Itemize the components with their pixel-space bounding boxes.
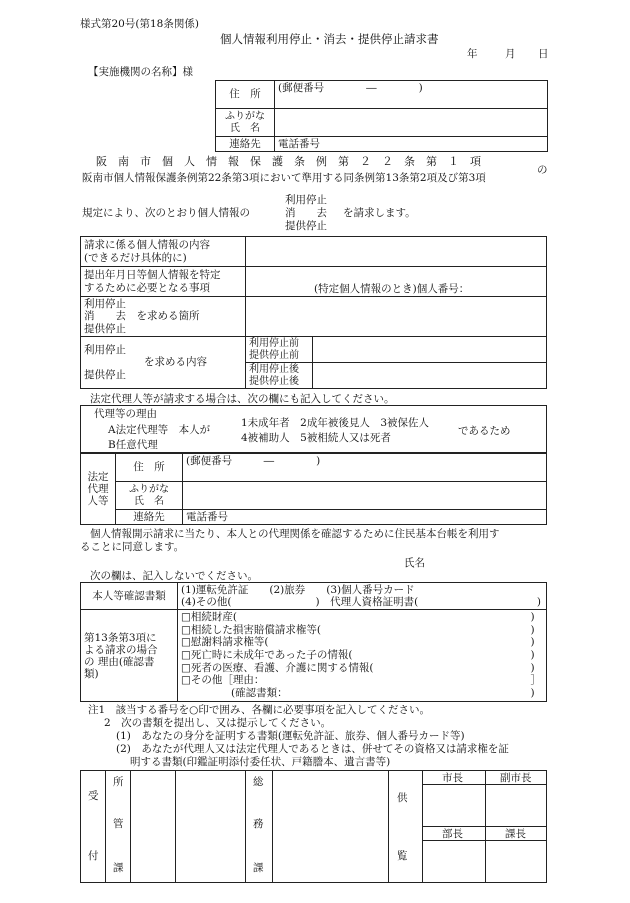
paren: )	[530, 623, 535, 636]
before-label-1: 利用停止前	[249, 338, 299, 349]
request-table	[80, 236, 547, 389]
paren: )	[530, 611, 535, 624]
name-label	[216, 109, 275, 137]
form-title: 個人情報利用停止・消去・提供停止請求書	[220, 32, 439, 46]
agent-name-label	[116, 482, 183, 510]
agent-side-3: 人等	[87, 495, 109, 508]
reason-list	[178, 610, 547, 702]
info-content-field[interactable]	[246, 237, 547, 267]
statement-line-1: 阪 南 市 個 人 情 報 保 護 条 例 第 ２ ２ 条 第 １ 項	[96, 155, 481, 168]
stamp-uke: 受	[88, 790, 99, 802]
stamp-ka: 課	[113, 862, 124, 874]
agent-option-b[interactable]: B任意代理	[108, 439, 158, 451]
reason-item: □死亡時に未成年であった子の情報(	[181, 648, 353, 661]
divider	[245, 770, 246, 883]
note-5: 明する書類(印鑑証明添付委任状、戸籍謄本、遺言書等)	[130, 756, 391, 768]
after-field[interactable]	[313, 363, 547, 389]
divider	[130, 770, 131, 883]
divider	[388, 770, 389, 883]
contact-label: 連絡先	[216, 137, 275, 152]
note-1: 注1 該当する番号を○印で囲み、各欄に必要事項を記入してください。	[88, 704, 430, 716]
my-number-field[interactable]: (特定個人情報のとき)個人番号：	[246, 267, 547, 297]
option-usage-stop[interactable]: 利用停止	[285, 194, 327, 206]
date-year: 年	[467, 48, 478, 60]
statement-pre: 規定により、次のとおり個人情報の	[82, 207, 250, 219]
stamp-mu: 務	[253, 818, 264, 830]
name-field[interactable]	[275, 109, 548, 137]
before-label-2: 提供停止前	[249, 349, 299, 361]
reason-item: □相続した損害賠償請求権等(	[181, 623, 322, 636]
divider	[272, 770, 273, 883]
address-label: 住 所	[216, 81, 275, 109]
postal-code: (郵便番号 ― )	[278, 82, 423, 94]
agent-name-text: 氏 名	[134, 495, 164, 507]
reason-item: (確認書類：	[231, 686, 288, 699]
form-number: 様式第20号(第18条関係)	[80, 18, 199, 30]
agent-furigana: ふりがな	[129, 484, 169, 495]
divider	[105, 770, 106, 883]
stamp-ran: 覧	[397, 850, 408, 862]
stamp-tsuke: 付	[88, 850, 99, 862]
location-label-3: 提供停止	[84, 322, 126, 335]
stamp-dept-head: 部長	[442, 828, 463, 840]
agent-contact-label: 連絡先	[116, 510, 183, 525]
address-field[interactable]	[275, 81, 548, 109]
agent-address-field[interactable]	[183, 454, 547, 482]
location-label-2: 消 去 を求める箇所	[84, 310, 200, 323]
divider	[422, 826, 547, 827]
divider	[422, 840, 547, 841]
reception-box	[80, 770, 176, 883]
reason-label-3: の 理由(確認書	[84, 655, 155, 668]
reason-label-2: よる請求の場合	[84, 643, 158, 656]
statement-line-2: 阪南市個人情報保護条例第22条第3項において準用する同条例第13条第2項及び第3項	[82, 172, 486, 184]
date-day: 日	[538, 48, 549, 60]
agent-note: 法定代理人等が請求する場合は、次の欄にも記入してください。	[90, 393, 395, 405]
content-label-3: 提供停止	[84, 368, 126, 381]
before-field[interactable]	[313, 337, 547, 363]
reason-parens	[531, 611, 542, 699]
agent-side-2: 代理	[87, 483, 109, 495]
after-label	[246, 363, 313, 389]
date-month: 月	[505, 48, 516, 60]
statement-no: の	[537, 164, 548, 176]
id-doc-label: 本人等確認書類	[81, 583, 178, 610]
agent-opts-row2[interactable]: 4被補助人 5被相続人又は死者	[241, 432, 391, 444]
location-label	[81, 297, 246, 337]
agent-side-label	[81, 454, 116, 525]
location-label-1: 利用停止	[84, 298, 126, 311]
note-4: (2) あなたが代理人又は法定代理人であるときは、併せてその資格又は請求権を証	[116, 743, 509, 755]
option-erase[interactable]: 消 去	[285, 207, 327, 219]
stamp-vice-mayor: 副市長	[500, 772, 532, 784]
name-label-text: 氏 名	[230, 122, 260, 134]
id-doc-row1: (1)運転免許証 (2)旅券 (3)個人番号カード	[181, 584, 415, 596]
paren: )	[530, 661, 535, 674]
reason-item: □死者の医療、看護、介護に関する情報(	[181, 661, 374, 674]
office-table	[80, 582, 547, 702]
phone-field[interactable]: 電話番号	[275, 137, 548, 152]
stamp-kan: 管	[113, 818, 124, 830]
reason-item: □相続財産(	[181, 611, 238, 624]
stamp-sho: 所	[113, 776, 124, 788]
after-label-2: 提供停止後	[249, 375, 299, 387]
reason-label-1: 第13条第3項に	[84, 631, 157, 644]
reason-item: □慰謝料請求権等(	[181, 636, 269, 649]
consent-line-2: ることに同意します。	[80, 541, 185, 553]
reason-label	[81, 610, 178, 702]
stamp-section-chief: 課長	[505, 828, 526, 840]
content-label-1: 利用停止	[84, 344, 126, 357]
option-provide-stop[interactable]: 提供停止	[285, 220, 327, 232]
agent-postal: (郵便番号 ― )	[186, 455, 321, 467]
content-label	[81, 337, 246, 389]
office-note: 次の欄は、記入しないでください。	[90, 570, 258, 582]
agent-side-1: 法定	[87, 470, 109, 483]
note-2: 2 次の書類を提出し、又は提示してください。	[104, 717, 332, 729]
info-content-label: 請求に係る個人情報の内容 (できるだけ具体的に)	[81, 237, 246, 267]
content-label-2: を求める内容	[144, 356, 207, 369]
after-label-1: 利用停止後	[249, 364, 299, 375]
id-doc-field	[178, 583, 547, 610]
agent-address-label: 住 所	[116, 454, 183, 482]
note-3: (1) あなたの身分を証明する書類(運転免許証、旅券、個人番号カード等)	[116, 730, 465, 742]
paren: )	[530, 648, 535, 661]
agent-reason-label: 代理等の理由	[94, 408, 157, 420]
agent-opts-row1[interactable]: 1未成年者 2成年被後見人 3被保佐人	[241, 417, 430, 429]
reason-item: □その他［理由：	[181, 674, 265, 687]
id-doc-row2: (4)その他( ) 代理人資格証明書(	[181, 596, 419, 609]
addressee: 【実施機関の名称】様	[88, 66, 193, 78]
stamp-so: 総	[253, 776, 264, 788]
reason-label-4: 類)	[84, 667, 99, 680]
furigana-label: ふりがな	[225, 111, 265, 122]
paren: )	[530, 686, 535, 699]
agent-table	[80, 453, 547, 525]
divider	[422, 784, 547, 785]
agent-phone-field[interactable]: 電話番号	[183, 510, 547, 525]
before-label	[246, 337, 313, 363]
stamp-mayor: 市長	[442, 772, 463, 784]
consent-line-1: 個人情報開示請求に当たり、本人との代理関係を確認するために住民基本台帳を利用す	[90, 528, 500, 540]
bracket: ］	[530, 674, 541, 687]
stamp-ka2: 課	[253, 862, 264, 874]
stamp-kyo: 供	[397, 792, 408, 804]
agent-tail: であるため	[458, 425, 511, 437]
statement-post: を請求します。	[343, 207, 416, 219]
requester-table	[215, 80, 548, 152]
id-doc-paren: )	[536, 596, 541, 609]
agent-name-field[interactable]	[183, 482, 547, 510]
paren: )	[530, 636, 535, 649]
location-field[interactable]	[246, 297, 547, 337]
agent-option-a[interactable]: A法定代理等 本人が	[108, 424, 211, 436]
identify-label: 提出年月日等個人情報を特定 するために必要となる事項	[81, 267, 246, 297]
consent-name-label: 氏名	[404, 557, 425, 569]
